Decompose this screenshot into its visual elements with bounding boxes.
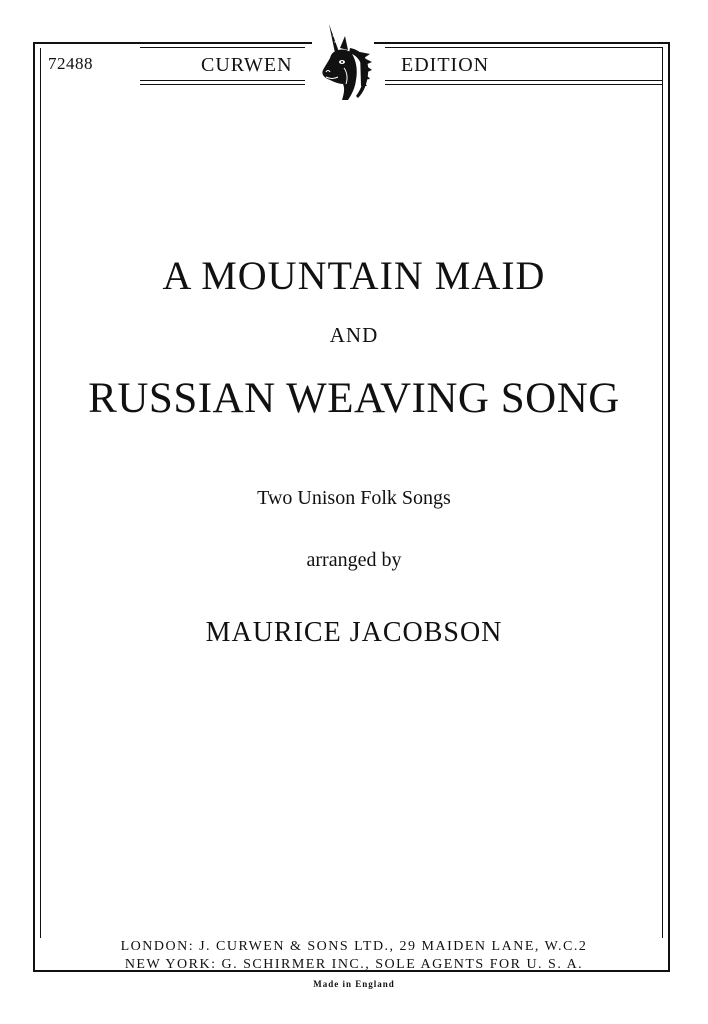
publisher-address-london: LONDON: J. CURWEN & SONS LTD., 29 MAIDEN LANE, W.C.2 bbox=[120, 939, 588, 954]
header-rule-left-top bbox=[140, 47, 305, 48]
catalog-number: 72488 bbox=[48, 54, 93, 73]
header-rule-right-under bbox=[385, 84, 663, 85]
subtitle: Two Unison Folk Songs bbox=[257, 487, 451, 509]
header-rule-right-bottom bbox=[385, 80, 663, 81]
publisher-address-new-york: NEW YORK: G. SCHIRMER INC., SOLE AGENTS FOR U. S. A. bbox=[124, 957, 584, 972]
publisher-name-left: CURWEN bbox=[201, 54, 293, 76]
title-line-1: A MOUNTAIN MAID bbox=[162, 253, 546, 298]
header-rule-left-under bbox=[140, 84, 305, 85]
title-conjunction: AND bbox=[329, 323, 379, 347]
header-rule-left-bottom bbox=[140, 80, 305, 81]
arranger-name: MAURICE JACOBSON bbox=[205, 617, 503, 648]
header-rule-right-top bbox=[385, 47, 663, 48]
unicorn-head-icon bbox=[312, 22, 374, 102]
made-in-label: Made in England bbox=[313, 979, 395, 989]
arranged-by-label: arranged by bbox=[306, 549, 402, 571]
publisher-name-right: EDITION bbox=[401, 54, 490, 76]
title-line-2: RUSSIAN WEAVING SONG bbox=[88, 375, 620, 422]
